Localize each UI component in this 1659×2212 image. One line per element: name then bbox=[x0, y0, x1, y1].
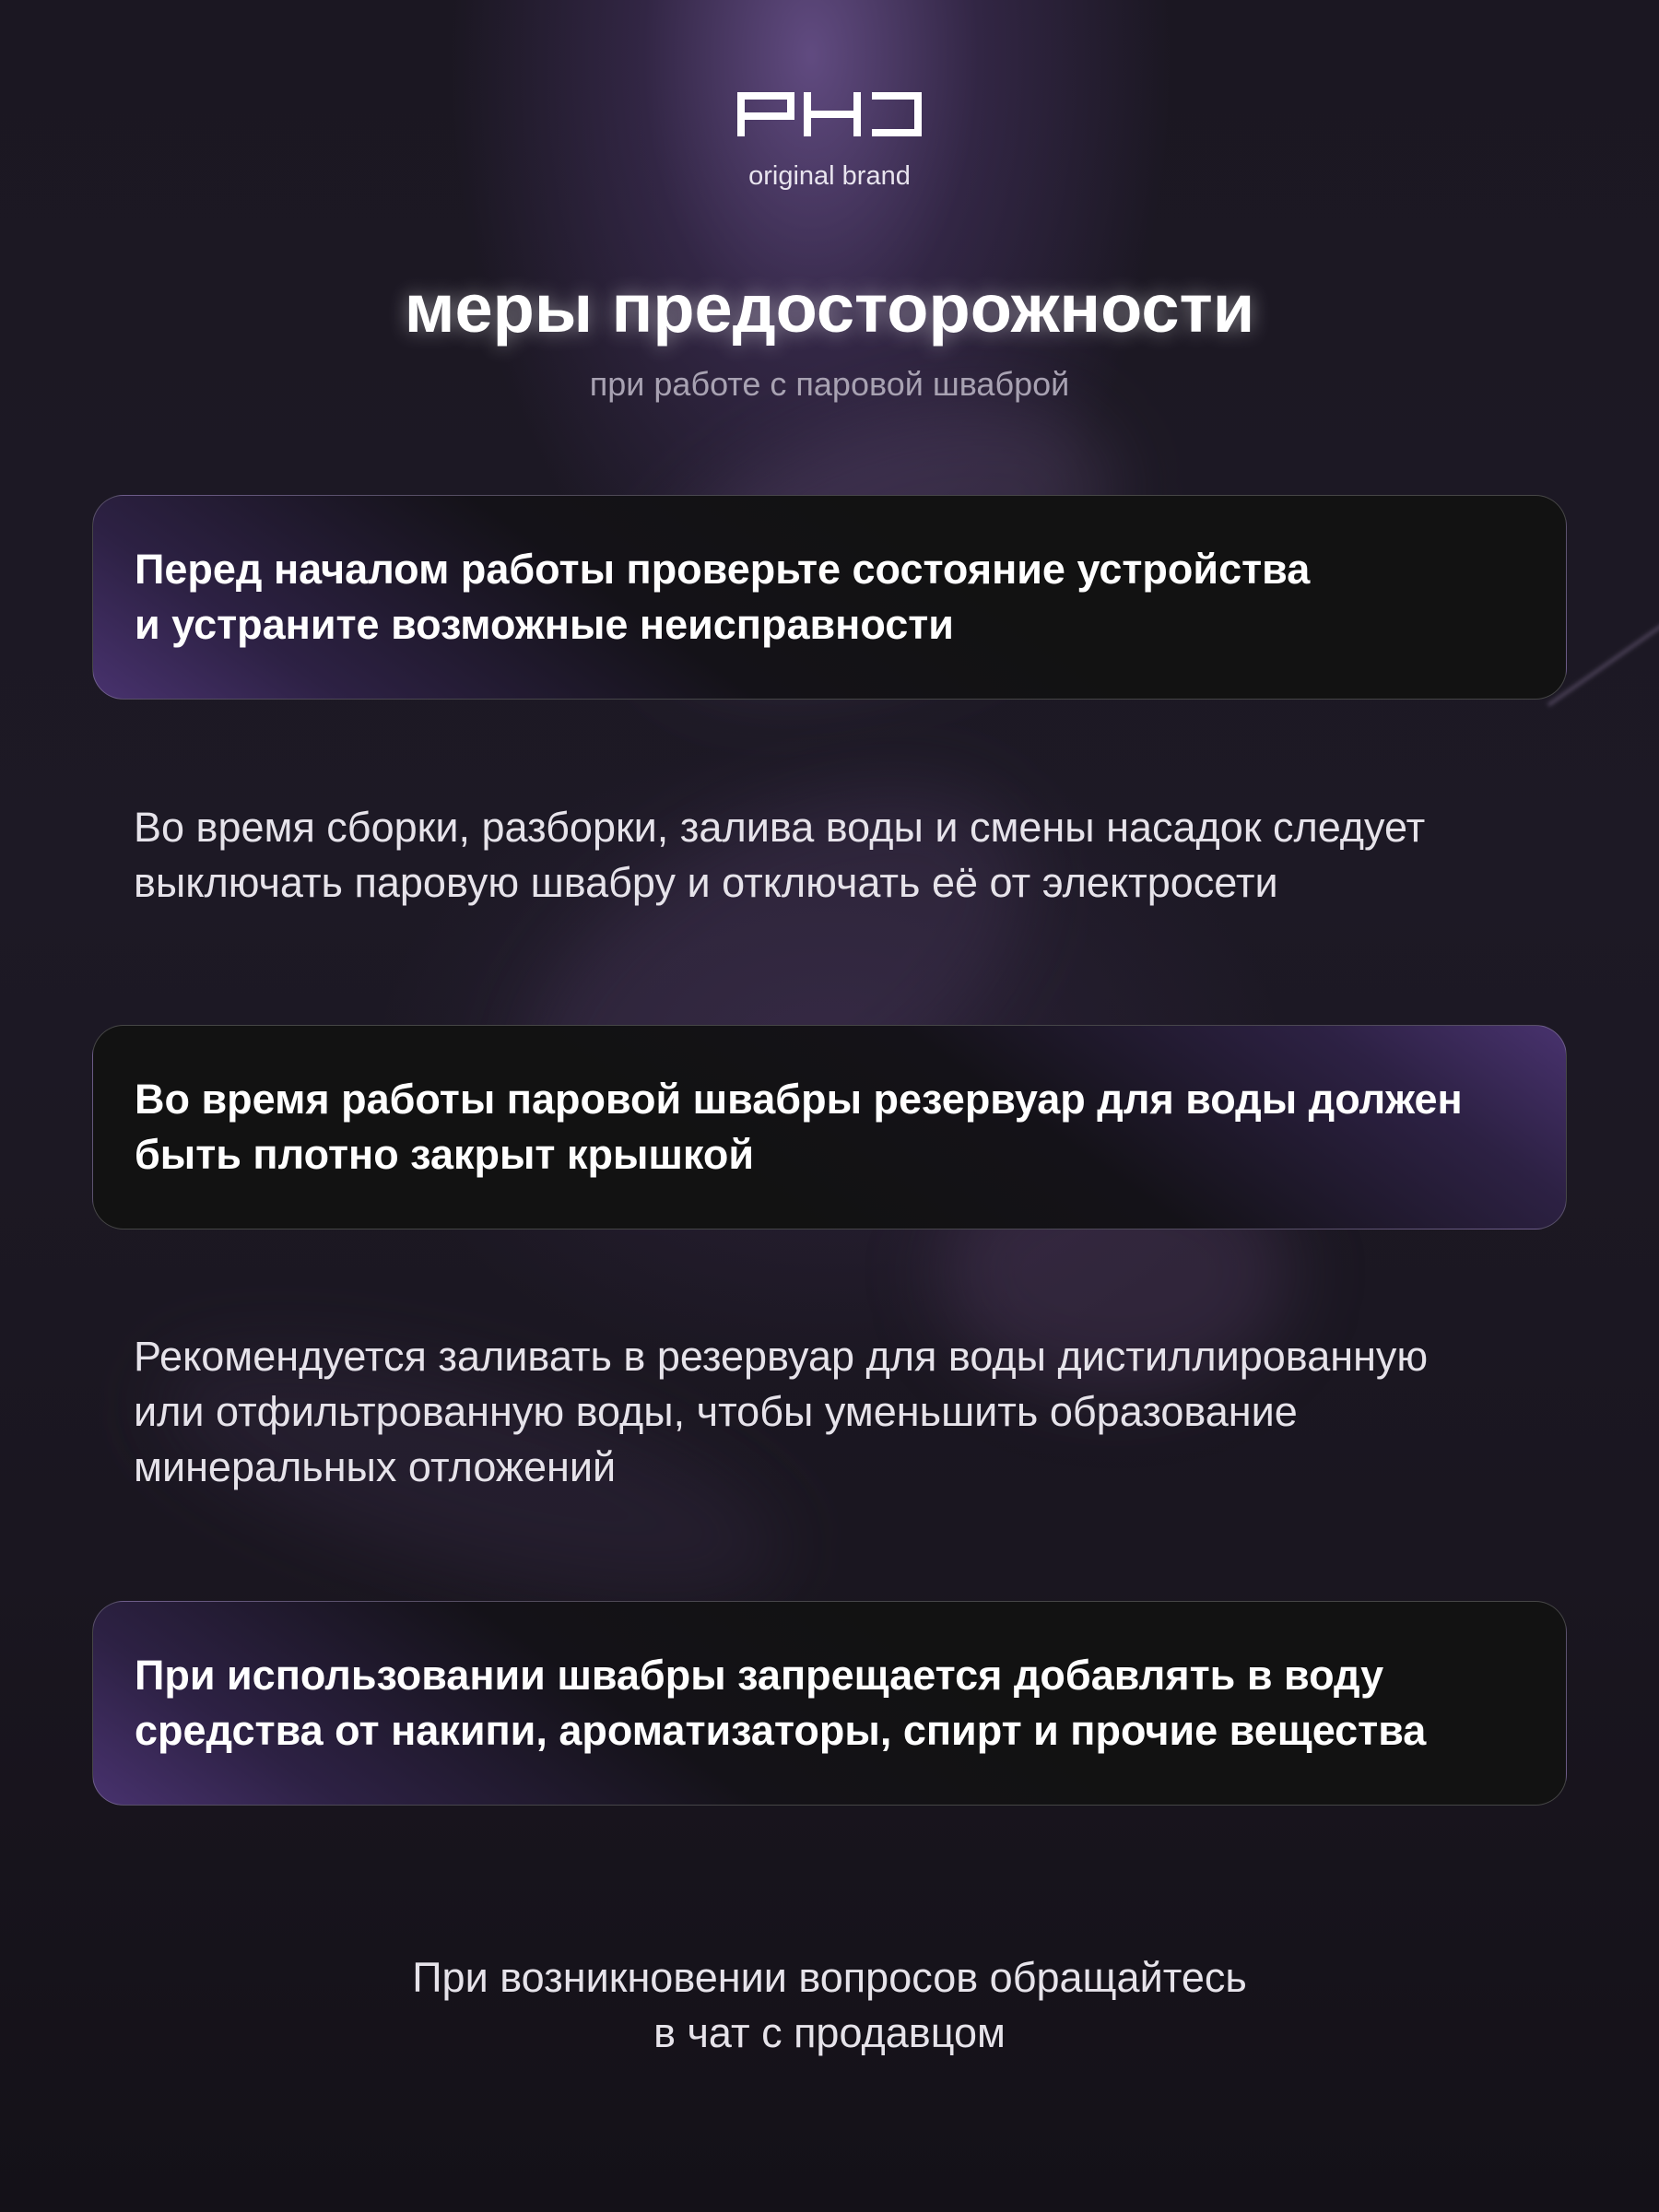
precaution-note: Рекомендуется заливать в резервуар для воды дистиллированную или отфильтрованную воды, чтобы уменьшить образование минеральных отложений bbox=[134, 1333, 1429, 1490]
brand-tagline: original brand bbox=[748, 161, 911, 191]
precaution-text: Перед началом работы проверьте состояние устройства и устраните возможные неисправности bbox=[135, 546, 1311, 648]
precaution-note: Во время сборки, разборки, залива воды и смены насадок следует выключать паровую швабру и отключать её от электросети bbox=[134, 804, 1426, 906]
precaution-card bbox=[92, 1025, 1567, 1230]
phd-logo bbox=[737, 92, 922, 136]
precaution-card bbox=[92, 1601, 1567, 1806]
page-title: меры предосторожности bbox=[404, 270, 1255, 347]
precaution-text: При использовании швабры запрещается добавлять в воду средства от накипи, ароматизаторы, спирт и прочие вещества bbox=[135, 1652, 1427, 1754]
precaution-text: Во время работы паровой швабры резервуар для воды должен быть плотно закрыт крышкой bbox=[135, 1076, 1463, 1178]
precaution-card bbox=[92, 495, 1567, 700]
footer-contact-note: При возникновении вопросов обращайтесь в чат с продавцом bbox=[412, 1954, 1247, 2056]
page-subtitle: при работе с паровой шваброй bbox=[589, 365, 1070, 403]
